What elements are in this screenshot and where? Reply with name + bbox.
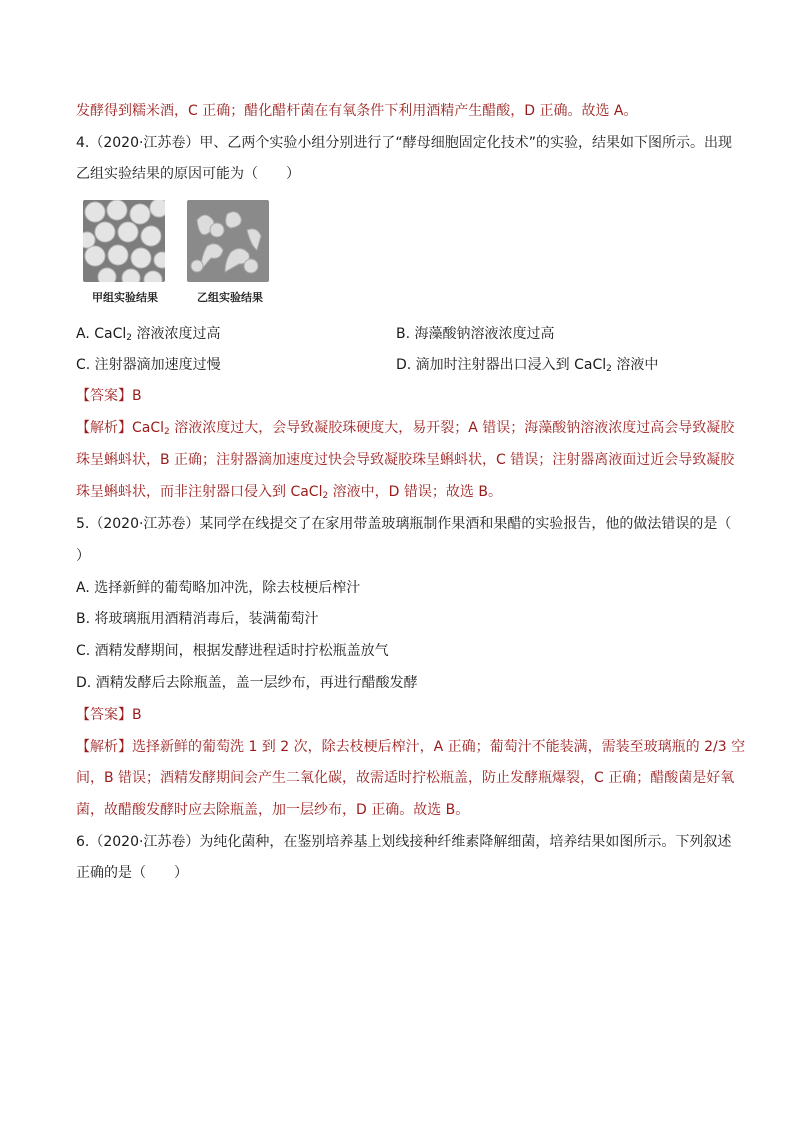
q4-stem-line1: 4.（2020·江苏卷）甲、乙两个实验小组分别进行了“酵母细胞固定化技术”的实验，结果如下图所示。出现 <box>76 135 732 151</box>
q5-stem-line1: 5.（2020·江苏卷）某同学在线提交了在家用带盖玻璃瓶制作果酒和果醋的实验报告，他的做法错误的是（ <box>76 516 732 532</box>
q4-analysis-line1: 【解析】CaCl$_2$ 溶液浓度过大，会导致凝胶珠硬度大，易开裂；A 错误；海藻酸钠溶液浓度过高会导致凝胶 <box>76 420 735 437</box>
q6-stem-line2: 正确的是（ ） <box>76 865 188 881</box>
q5-option-c: C. 酒精发酵期间，根据发酵进程适时拧松瓶盖放气 <box>76 643 389 659</box>
q5-analysis-line2: 间，B 错误；酒精发酵期间会产生二氧化碳，故需适时拧松瓶盖，防止发酵瓶爆裂，C 正确；醋酸菌是好氧 <box>76 770 735 786</box>
q5-option-d: D. 酒精发酵后去除瓶盖，盖一层纱布，再进行醋酸发酵 <box>76 675 418 691</box>
q5-analysis-line1: 【解析】选择新鲜的葡萄洗 1 到 2 次，除去枝梗后榨汁，A 正确；葡萄汁不能装满，需装至玻璃瓶的 2/3 空 <box>76 739 746 755</box>
q5-option-b: B. 将玻璃瓶用酒精消毒后，装满葡萄汁 <box>76 611 319 627</box>
q5-option-a: A. 选择新鲜的葡萄略加冲洗，除去枝梗后榨汁 <box>76 580 361 596</box>
q5-answer: 【答案】B <box>76 707 142 723</box>
prev-analysis-tail: 发酵得到糯米酒，C 正确；醋化醋杆菌在有氧条件下利用酒精产生醋酸，D 正确。故选 A。 <box>76 103 638 119</box>
q4-stem-line2: 乙组实验结果的原因可能为（ ） <box>76 166 300 182</box>
group-a-beads-photo <box>83 200 165 282</box>
q4-option-c: C. 注射器滴加速度过慢 <box>76 357 221 373</box>
group-b-caption: 乙组实验结果 <box>197 291 263 304</box>
q5-analysis-line3: 菌，故醋酸发酵时应去除瓶盖，加一层纱布，D 正确。故选 B。 <box>76 802 470 818</box>
q5-stem-line2: ） <box>76 548 90 564</box>
q4-analysis-line2: 珠呈蝌蚪状，B 正确；注射器滴加速度过快会导致凝胶珠呈蝌蚪状，C 错误；注射器离液面过近会导致凝胶 <box>76 452 735 468</box>
q4-answer: 【答案】B <box>76 388 142 404</box>
group-a-caption: 甲组实验结果 <box>92 291 158 304</box>
q4-analysis-line3: 珠呈蝌蚪状，而非注射器口侵入到 CaCl$_2$ 溶液中，D 错误；故选 B。 <box>76 484 502 501</box>
q4-option-a: A. CaCl$_2$ 溶液浓度过高 <box>76 326 221 343</box>
q4-option-b: B. 海藻酸钠溶液浓度过高 <box>396 326 555 342</box>
q6-stem-line1: 6.（2020·江苏卷）为纯化菌种，在鉴别培养基上划线接种纤维素降解细菌，培养结果如图所示。下列叙述 <box>76 834 732 850</box>
q4-option-d: D. 滴加时注射器出口浸入到 CaCl$_2$ 溶液中 <box>396 357 659 374</box>
group-b-beads-photo <box>187 200 269 282</box>
